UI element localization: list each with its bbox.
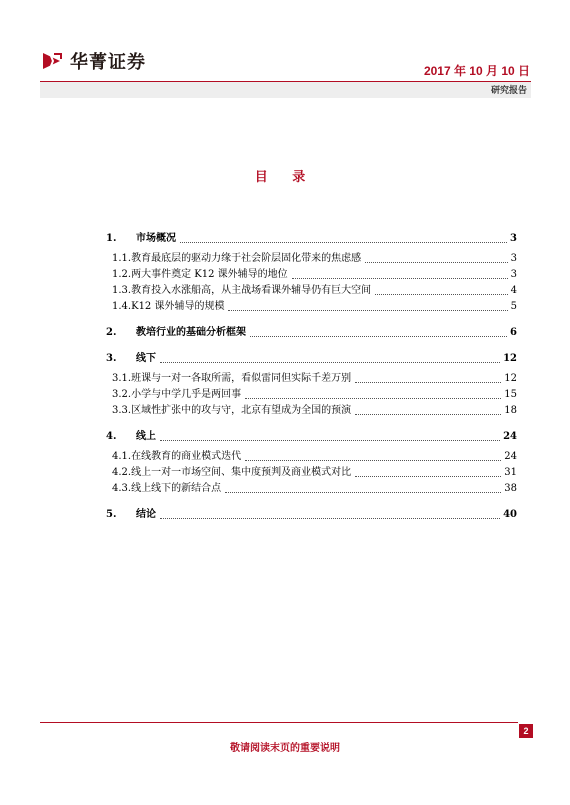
- toc-entry-number: 3.: [106, 353, 117, 364]
- toc-entry[interactable]: [106, 326, 517, 340]
- logo-icon: [40, 49, 64, 73]
- toc-entry[interactable]: [106, 300, 517, 314]
- toc-entry-page: 40: [503, 509, 517, 520]
- toc-entry-number: 4.2.: [112, 467, 132, 478]
- toc-entry[interactable]: [106, 430, 517, 444]
- toc-entry-page: 18: [504, 405, 517, 416]
- toc-leader-dots: [292, 278, 508, 279]
- toc-entry[interactable]: [106, 232, 517, 246]
- logo-text: 华菁证券: [70, 52, 146, 73]
- toc-entry-label: 线上: [136, 431, 156, 442]
- toc-entry-label: 线上线下的新结合点: [131, 483, 222, 494]
- toc-entry[interactable]: [106, 508, 517, 522]
- toc-leader-dots: [245, 398, 501, 399]
- toc-entry-page: 12: [504, 373, 517, 384]
- toc-entry-page: 15: [504, 389, 517, 400]
- toc-entry[interactable]: [106, 482, 517, 496]
- toc-leader-dots: [365, 262, 508, 263]
- toc-entry-number: 1.: [106, 233, 117, 244]
- toc-entry-number: 5.: [106, 509, 117, 520]
- toc-entry-number: 1.1.: [112, 253, 132, 264]
- toc-entry-page: 12: [503, 353, 517, 364]
- toc-entry-page: 5: [510, 301, 517, 312]
- toc-leader-dots: [160, 440, 500, 441]
- toc-entry-page: 31: [504, 467, 517, 478]
- toc-leader-dots: [225, 492, 501, 493]
- toc-entry-label: 班课与一对一各取所需，看似雷同但实际千差万别: [131, 373, 352, 384]
- toc-entry-page: 24: [503, 431, 517, 442]
- report-type: 研究报告: [490, 86, 527, 96]
- toc-entry-page: 3: [510, 253, 517, 264]
- toc-entry[interactable]: [106, 388, 517, 402]
- toc-entry-page: 6: [510, 327, 517, 338]
- toc-leader-dots: [160, 362, 500, 363]
- toc-entry-number: 4.: [106, 431, 117, 442]
- footer-divider: [40, 722, 518, 723]
- toc-entry-label: 教育投入水涨船高，从主战场看课外辅导仍有巨大空间: [131, 285, 372, 296]
- toc-entry-number: 1.4.: [112, 301, 132, 312]
- company-logo: [40, 48, 146, 74]
- toc-leader-dots: [355, 414, 501, 415]
- toc-leader-dots: [375, 294, 508, 295]
- toc-entry-number: 1.3.: [112, 285, 132, 296]
- toc-entry-page: 3: [510, 233, 517, 244]
- report-date: 2017 年 10 月 10 日: [423, 64, 530, 78]
- toc-entry-label: 教培行业的基础分析框架: [136, 327, 246, 338]
- toc-entry[interactable]: [106, 372, 517, 386]
- toc-entry-number: 3.1.: [112, 373, 132, 384]
- toc-entry-label: K12 课外辅导的规模: [131, 301, 225, 312]
- toc-entry-page: 38: [504, 483, 517, 494]
- toc-entry-label: 在线教育的商业模式迭代: [131, 451, 242, 462]
- toc-entry-number: 4.1.: [112, 451, 132, 462]
- toc-entry-label: 市场概况: [136, 233, 176, 244]
- toc-leader-dots: [250, 336, 507, 337]
- toc-entry[interactable]: [106, 352, 517, 366]
- toc-entry-page: 3: [510, 269, 517, 280]
- toc-entry[interactable]: [106, 268, 517, 282]
- footer-note: 敬请阅读末页的重要说明: [230, 743, 340, 754]
- toc-leader-dots: [355, 382, 501, 383]
- toc-entry[interactable]: [106, 466, 517, 480]
- toc-entry-number: 4.3.: [112, 483, 132, 494]
- toc-leader-dots: [355, 476, 501, 477]
- header-band: [40, 81, 531, 98]
- toc-leader-dots: [180, 242, 507, 243]
- toc-entry-number: 3.2.: [112, 389, 132, 400]
- toc-entry-label: 线上一对一市场空间、集中度预判及商业模式对比: [131, 467, 352, 478]
- toc-entry[interactable]: [106, 404, 517, 418]
- table-of-contents: [106, 232, 517, 524]
- toc-entry-number: 3.3.: [112, 405, 132, 416]
- toc-entry-page: 24: [504, 451, 517, 462]
- toc-entry[interactable]: [106, 284, 517, 298]
- toc-entry-label: 小学与中学几乎是两回事: [131, 389, 242, 400]
- toc-title: 目 录: [254, 170, 316, 185]
- toc-entry[interactable]: [106, 252, 517, 266]
- toc-leader-dots: [160, 518, 500, 519]
- toc-entry-label: 两大事件奠定 K12 课外辅导的地位: [131, 269, 288, 280]
- toc-entry-label: 结论: [136, 509, 156, 520]
- toc-entry-number: 1.2.: [112, 269, 132, 280]
- toc-entry-number: 2.: [106, 327, 117, 338]
- toc-entry-label: 区域性扩张中的攻与守，北京有望成为全国的预演: [131, 405, 352, 416]
- toc-leader-dots: [245, 460, 501, 461]
- toc-entry-label: 教育最底层的驱动力缘于社会阶层固化带来的焦虑感: [131, 253, 362, 264]
- toc-entry-label: 线下: [136, 353, 156, 364]
- toc-entry[interactable]: [106, 450, 517, 464]
- toc-leader-dots: [228, 310, 507, 311]
- page-number: 2: [519, 724, 533, 738]
- toc-entry-page: 4: [510, 285, 517, 296]
